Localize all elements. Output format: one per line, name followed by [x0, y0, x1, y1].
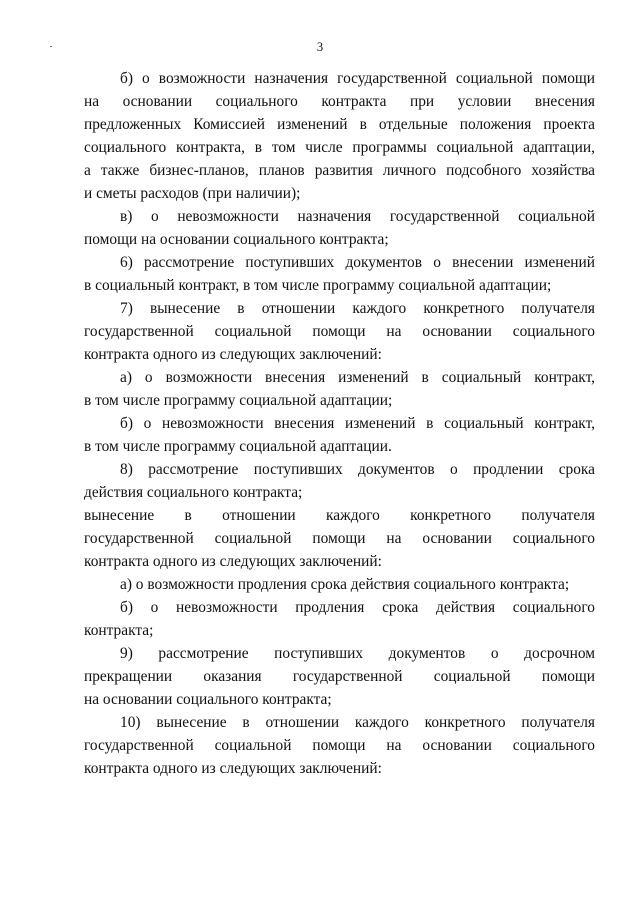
text-line: контракта; — [84, 622, 154, 639]
text-line: 7) вынесение в отношении каждого конкретного получателя — [120, 300, 595, 317]
text-line: вынесение в отношении каждого конкретного получателя — [84, 507, 595, 524]
text-line: прекращении оказания государственной социальной помощи — [84, 668, 595, 685]
text-line: государственной социальной помощи на основании социального — [84, 323, 595, 340]
text-line: 6) рассмотрение поступивших документов о внесении изменений — [120, 254, 595, 271]
text-line: на основании социального контракта при условии внесения — [84, 93, 595, 110]
text-line: контракта одного из следующих заключений: — [84, 346, 382, 363]
text-line: контракта одного из следующих заключений: — [84, 553, 382, 570]
text-line: предложенных Комиссией изменений в отдельные положения проекта — [84, 116, 595, 133]
text-line: в том числе программу социальной адаптации. — [84, 438, 392, 455]
text-line: социального контракта, в том числе программы социальной адаптации, — [84, 139, 595, 156]
text-line: 9) рассмотрение поступивших документов о досрочном — [120, 645, 595, 662]
text-line: 8) рассмотрение поступивших документов о продлении срока — [120, 461, 595, 478]
text-line: в) о невозможности назначения государственной социальной — [120, 208, 595, 225]
text-line: контракта одного из следующих заключений: — [84, 760, 382, 777]
text-line: а также бизнес-планов, планов развития личного подсобного хозяйства — [84, 162, 595, 179]
text-line: б) о возможности назначения государственной социальной помощи — [120, 70, 595, 87]
text-line: государственной социальной помощи на основании социального — [84, 530, 595, 547]
page-number: 3 — [316, 40, 324, 54]
text-line: б) о невозможности внесения изменений в социальный контракт, — [120, 415, 595, 432]
text-line: помощи на основании социального контракта; — [84, 231, 389, 248]
text-line: а) о возможности внесения изменений в социальный контракт, — [120, 369, 595, 386]
text-line: в социальный контракт, в том числе программу социальной адаптации; — [84, 277, 552, 294]
text-line: в том числе программу социальной адаптации; — [84, 392, 393, 409]
text-line: государственной социальной помощи на основании социального — [84, 737, 595, 754]
text-line: 10) вынесение в отношении каждого конкретного получателя — [120, 714, 595, 731]
text-line: б) о невозможности продления срока действия социального — [120, 599, 595, 616]
text-line: действия социального контракта; — [84, 484, 303, 501]
document-body — [84, 67, 595, 780]
text-line: на основании социального контракта; — [84, 691, 332, 708]
text-line: а) о возможности продления срока действия социального контракта; — [120, 576, 570, 593]
text-line: и сметы расходов (при наличии); — [84, 185, 301, 202]
